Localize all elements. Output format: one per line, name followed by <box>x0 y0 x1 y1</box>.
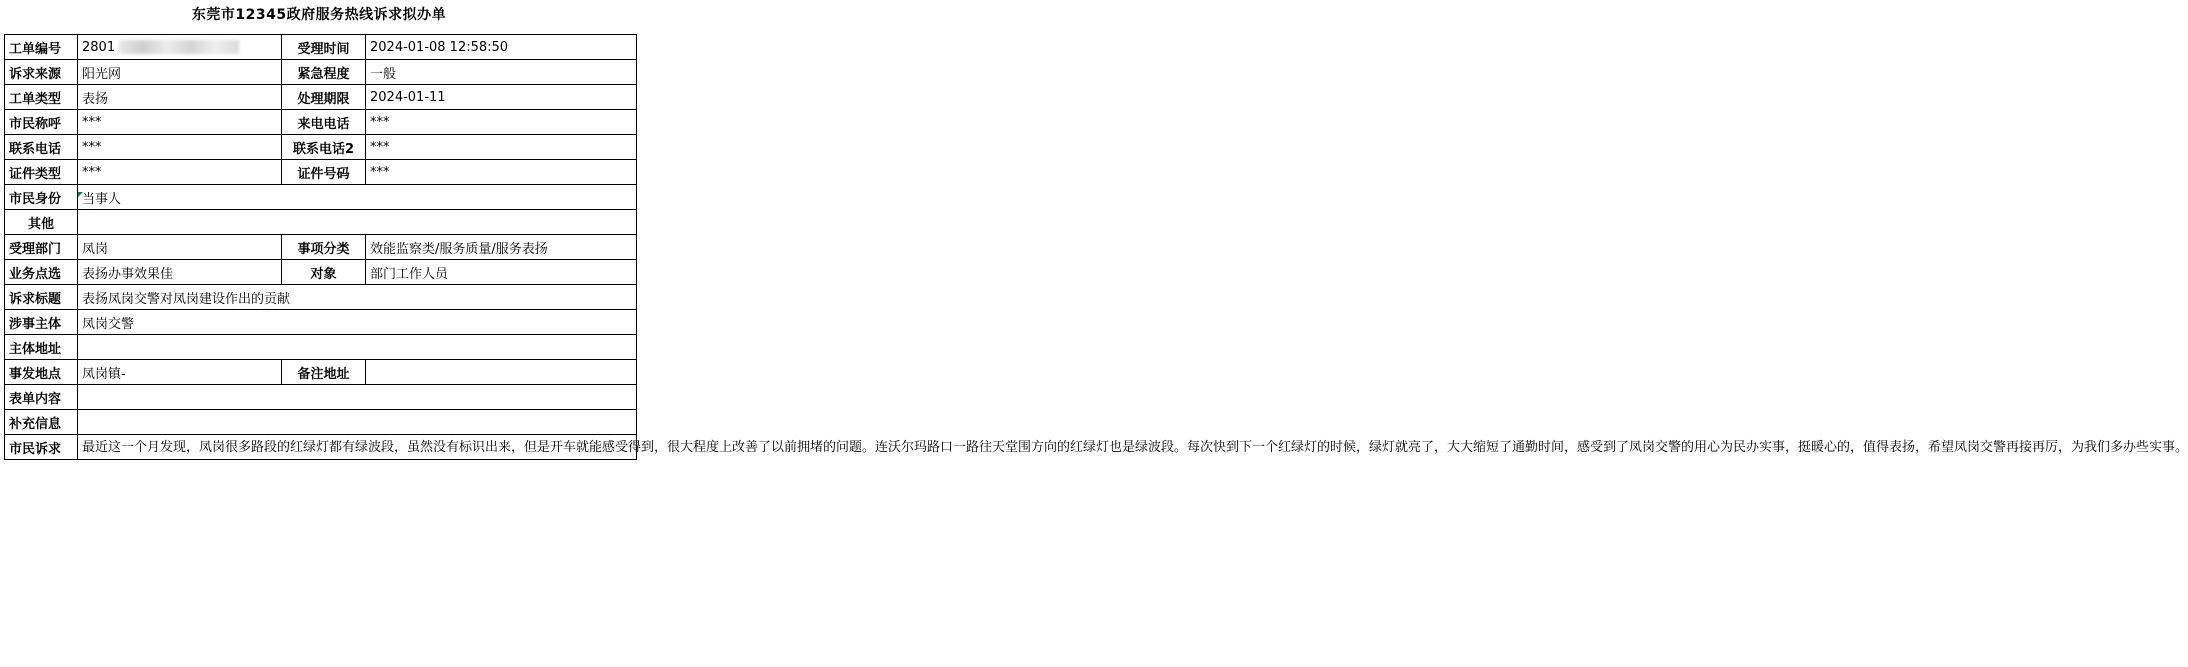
citizen-name-label: 市民称呼 <box>5 110 78 135</box>
accept-time-value: 2024-01-08 12:58:50 <box>366 35 637 60</box>
business-value: 表扬办事效果佳 <box>78 260 282 285</box>
table-row <box>5 135 637 160</box>
target-label: 对象 <box>282 260 366 285</box>
ticket-no-text: 2801 <box>82 39 116 55</box>
dept-value: 凤岗 <box>78 235 282 260</box>
id-type-value: *** <box>78 160 282 185</box>
ticket-no-value <box>78 35 282 60</box>
redaction-blur <box>119 40 239 54</box>
table-row <box>5 435 637 460</box>
contact-phone-label: 联系电话 <box>5 135 78 160</box>
table-row <box>5 260 637 285</box>
table-row <box>5 310 637 335</box>
supplement-value <box>78 410 637 435</box>
urgency-value: 一般 <box>366 60 637 85</box>
contact-phone-value: *** <box>78 135 282 160</box>
party-label: 涉事主体 <box>5 310 78 335</box>
location-value: 凤岗镇- <box>78 360 282 385</box>
deadline-value: 2024-01-11 <box>366 85 637 110</box>
table-row <box>5 60 637 85</box>
party-value: 凤岗交警 <box>78 310 637 335</box>
ticket-type-value: 表扬 <box>78 85 282 110</box>
accept-time-label: 受理时间 <box>282 35 366 60</box>
table-row <box>5 210 637 235</box>
category-label: 事项分类 <box>282 235 366 260</box>
contact-phone2-value: *** <box>366 135 637 160</box>
source-value: 阳光网 <box>78 60 282 85</box>
id-number-label: 证件号码 <box>282 160 366 185</box>
category-value: 效能监察类/服务质量/服务表扬 <box>366 235 637 260</box>
id-number-value: *** <box>366 160 637 185</box>
table-row <box>5 360 637 385</box>
table-row <box>5 410 637 435</box>
table-row <box>5 35 637 60</box>
ticket-type-label: 工单类型 <box>5 85 78 110</box>
table-row <box>5 110 637 135</box>
appeal-text: 最近这一个月发现，凤岗很多路段的红绿灯都有绿波段，虽然没有标识出来，但是开车就能感受得到，很大程度上改善了以前拥堵的问题。连沃尔玛路口一路往天堂围方向的红绿灯也是绿波段。每次快到下一个红绿灯的时候，绿灯就亮了，大大缩短了通勤时间，感受到了凤岗交警的用心为民办实事，挺暖心的，值得表扬，希望凤岗交警再接再厉，为我们多办些实事。 <box>78 435 637 460</box>
deadline-label: 处理期限 <box>282 85 366 110</box>
remark-address-value <box>366 360 637 385</box>
supplement-label: 补充信息 <box>5 410 78 435</box>
form-content-value <box>78 385 637 410</box>
identity-value: 当事人 <box>78 185 637 210</box>
other-label: 其他 <box>5 210 78 235</box>
remark-address-label: 备注地址 <box>282 360 366 385</box>
table-row <box>5 285 637 310</box>
appeal-form-table <box>4 34 2188 460</box>
dept-label: 受理部门 <box>5 235 78 260</box>
citizen-name-value: *** <box>78 110 282 135</box>
caller-phone-label: 来电电话 <box>282 110 366 135</box>
identity-label: 市民身份 <box>5 185 78 210</box>
location-label: 事发地点 <box>5 360 78 385</box>
subject-label: 诉求标题 <box>5 285 78 310</box>
table-row <box>5 385 637 410</box>
table-row <box>5 235 637 260</box>
other-value <box>78 210 637 235</box>
caller-phone-value: *** <box>366 110 637 135</box>
target-value: 部门工作人员 <box>366 260 637 285</box>
id-type-label: 证件类型 <box>5 160 78 185</box>
form-content-label: 表单内容 <box>5 385 78 410</box>
source-label: 诉求来源 <box>5 60 78 85</box>
table-row <box>5 335 637 360</box>
ticket-no-label: 工单编号 <box>5 35 78 60</box>
cell-comment-marker <box>78 192 83 197</box>
contact-phone2-label: 联系电话2 <box>282 135 366 160</box>
table-row <box>5 160 637 185</box>
business-label: 业务点选 <box>5 260 78 285</box>
urgency-label: 紧急程度 <box>282 60 366 85</box>
table-row <box>5 185 637 210</box>
appeal-label: 市民诉求 <box>5 435 78 460</box>
form-title: 东莞市12345政府服务热线诉求拟办单 <box>191 7 447 23</box>
party-address-value <box>78 335 637 360</box>
party-address-label: 主体地址 <box>5 335 78 360</box>
subject-value: 表扬凤岗交警对凤岗建设作出的贡献 <box>78 285 637 310</box>
table-row <box>5 85 637 110</box>
